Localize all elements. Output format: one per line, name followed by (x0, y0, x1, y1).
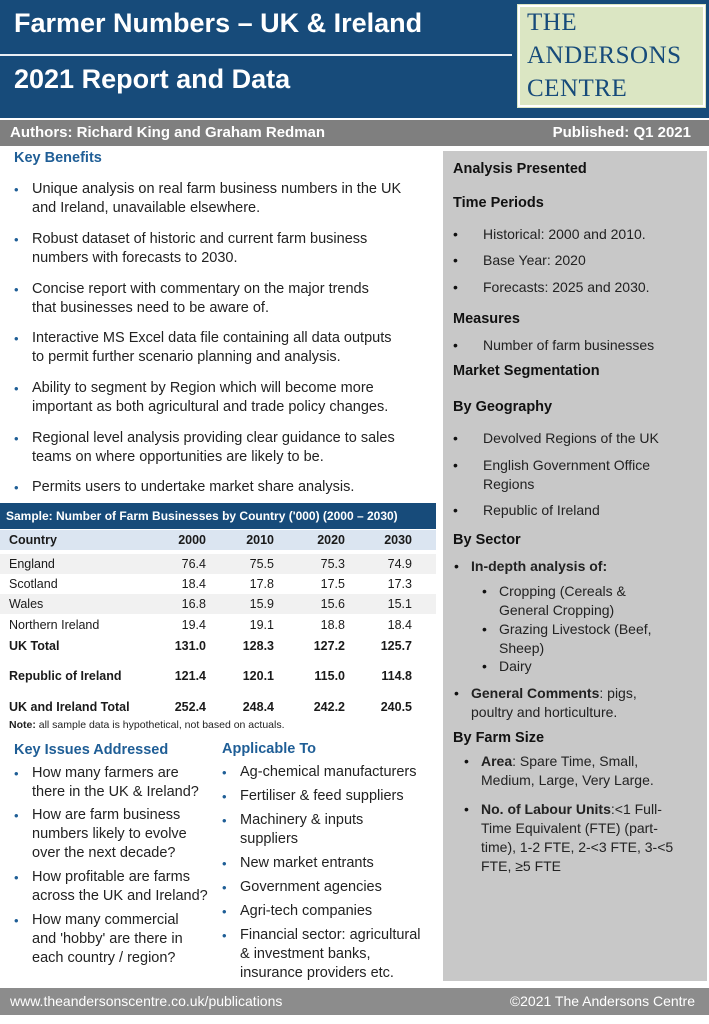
labour-units-item-label: No. of Labour Units (481, 801, 611, 817)
applicable-to-item (240, 878, 382, 897)
table-cell: Northern Ireland (9, 618, 100, 632)
copyright: ©2021 The Andersons Centre (509, 993, 695, 1009)
farm-size-area-item-line (481, 752, 654, 771)
table-cell: 19.1 (249, 618, 274, 632)
benefit-item (32, 379, 388, 417)
benefit-item-line: important as both agricultural and trade policy changes. (32, 399, 389, 415)
table-cell: 18.8 (320, 618, 345, 632)
table-cell: 114.8 (381, 669, 412, 683)
benefit-item-line: teams on where opportunities are likely to be. (32, 449, 324, 465)
analysis-heading: Analysis Presented (453, 161, 587, 177)
key-issue-item-line: and 'hobby' are there in (32, 931, 183, 947)
sector-sub-item-line: General Cropping) (499, 602, 615, 618)
market-segmentation-heading: Market Segmentation (453, 363, 600, 379)
authors-bar (0, 120, 709, 146)
time-period-item (483, 251, 586, 270)
table-cell: 252.4 (174, 700, 206, 714)
footer-bar (0, 988, 709, 1015)
table-header-cell: Country (9, 533, 57, 547)
general-comments-item-line: poultry and horticulture. (471, 704, 618, 720)
table-cell: 17.3 (387, 577, 412, 591)
labour-units-item-text: :<1 Full- (610, 801, 662, 817)
table-caption: Sample: Number of Farm Businesses by Country ('000) (2000 – 2030) (0, 503, 436, 529)
general-comments-item-line (471, 684, 637, 703)
benefit-item-line: numbers with forecasts to 2030. (32, 250, 238, 266)
benefit-item-line: • Interactive MS Excel data file containing all data outputs (32, 330, 392, 346)
table-cell: 125.7 (380, 639, 412, 653)
table-cell: UK Total (9, 639, 60, 653)
logo-word-centre: CENTRE (527, 75, 628, 102)
title-line-1: Farmer Numbers – UK & Ireland (14, 8, 423, 38)
table-cell: 75.3 (320, 557, 345, 571)
table-note: Note: all sample data is hypothetical, not based on actuals. (9, 719, 285, 731)
time-period-item (483, 278, 650, 297)
sector-lead-item (471, 557, 607, 576)
applicable-to-item-line: • Machinery & inputs (240, 812, 364, 828)
benefit-item (32, 180, 401, 218)
labour-units-item-line (481, 800, 673, 819)
applicable-to-item (240, 854, 374, 873)
publications-link[interactable]: www.theandersonscentre.co.uk/publications (10, 993, 283, 1009)
benefit-item-line: • Ability to segment by Region which will become more (32, 380, 374, 396)
geography-item-line: • Devolved Regions of the UK (483, 430, 659, 446)
applicable-to-heading: Applicable To (222, 741, 316, 757)
geography-item-line: Regions (483, 476, 535, 492)
general-comments-item (471, 684, 637, 722)
applicable-to-item-line: • Ag-chemical manufacturers (240, 764, 417, 780)
key-issue-item-line: over the next decade? (32, 845, 176, 861)
table-cell: 17.5 (320, 577, 345, 591)
benefit-item-line: and Ireland, unavailable elsewhere. (32, 200, 261, 216)
table-cell: 17.8 (249, 577, 274, 591)
key-issue-item-line: • How many commercial (32, 912, 179, 928)
applicable-to-item (240, 787, 404, 806)
sector-lead-text: In-depth analysis of: (471, 558, 608, 574)
table-cell: Wales (9, 597, 44, 611)
key-issue-item (32, 911, 183, 968)
sector-sub-item-line: Sheep) (499, 640, 545, 656)
benefit-item-line: • Unique analysis on real farm business numbers in the UK (32, 181, 402, 197)
labour-units-item-line: FTE, ≥5 FTE (481, 858, 562, 874)
applicable-to-item (240, 926, 421, 983)
general-comments-item-label: General Comments (471, 685, 600, 701)
table-cell: 131.0 (174, 639, 206, 653)
applicable-to-item-line: • New market entrants (240, 855, 374, 871)
table-header-cell: 2030 (384, 533, 412, 547)
table-header-row (0, 530, 436, 550)
title-line-2: 2021 Report and Data (14, 64, 291, 94)
benefit-item (32, 478, 354, 497)
applicable-to-item-line: suppliers (240, 831, 299, 847)
table-cell: 248.4 (242, 700, 274, 714)
table-cell: 18.4 (387, 618, 412, 632)
applicable-to-item-line: • Fertiliser & feed suppliers (240, 788, 404, 804)
table-cell: England (9, 557, 55, 571)
labour-units-item (481, 800, 673, 876)
logo-word-andersons: ANDERSONS (527, 42, 682, 69)
table-row (0, 615, 436, 635)
sector-sub-item-line: • Dairy (499, 658, 532, 674)
table-row (0, 666, 436, 686)
authors: Authors: Richard King and Graham Redman (10, 124, 326, 141)
table-cell: 19.4 (181, 618, 206, 632)
measure-item (483, 336, 654, 355)
table-cell: 76.4 (181, 557, 206, 571)
benefit-item-line: • Robust dataset of historic and current farm business (32, 231, 368, 247)
labour-units-item-line: Time Equivalent (FTE) (part- (481, 820, 658, 836)
table-cell: 242.2 (313, 700, 345, 714)
benefit-item-line: that businesses need to be aware of. (32, 300, 269, 316)
table-cell: 240.5 (380, 700, 412, 714)
table-row (0, 636, 436, 656)
table-cell: Scotland (9, 577, 58, 591)
key-issue-item-line: • How many farmers are (32, 765, 179, 781)
table-cell: 15.9 (249, 597, 274, 611)
table-row (0, 574, 436, 594)
farm-size-area-item-text: : Spare Time, Small, (512, 753, 639, 769)
key-issue-item-line: there in the UK & Ireland? (32, 784, 199, 800)
table-cell: 128.3 (242, 639, 274, 653)
benefit-item (32, 280, 369, 318)
by-farm-size-heading: By Farm Size (453, 730, 545, 746)
sector-sub-item (499, 620, 652, 658)
applicable-to-item-line: • Government agencies (240, 879, 382, 895)
applicable-to-item-line: insurance providers etc. (240, 965, 394, 981)
key-issue-item-line: across the UK and Ireland? (32, 888, 208, 904)
labour-units-item-line: time), 1-2 FTE, 2-<3 FTE, 3-<5 (481, 839, 674, 855)
key-issue-item-line: each country / region? (32, 950, 176, 966)
table-row (0, 697, 436, 717)
benefit-item (32, 429, 395, 467)
general-comments-item-text: : pigs, (599, 685, 637, 701)
geography-item-line: • English Government Office (483, 457, 651, 473)
table-header-cell: 2010 (246, 533, 274, 547)
key-issues-heading: Key Issues Addressed (14, 742, 169, 758)
benefit-item-line: to permit further scenario planning and analysis. (32, 349, 341, 365)
table-cell: 15.1 (387, 597, 412, 611)
time-period-item-line: • Historical: 2000 and 2010. (483, 226, 646, 242)
table-cell: 74.9 (387, 557, 412, 571)
table-row (0, 554, 436, 574)
table-cell: Republic of Ireland (9, 669, 122, 683)
geography-item (483, 501, 600, 520)
table-cell: 18.4 (181, 577, 206, 591)
key-issue-item-line: numbers likely to evolve (32, 826, 187, 842)
sector-sub-item-line: • Cropping (Cereals & (499, 583, 626, 599)
time-periods-heading: Time Periods (453, 195, 544, 211)
key-issue-item (32, 764, 199, 802)
benefit-item (32, 329, 391, 367)
by-sector-heading: By Sector (453, 532, 521, 548)
applicable-to-item-line: • Financial sector: agricultural (240, 927, 421, 943)
key-issue-item (32, 868, 208, 906)
benefit-item-line: • Regional level analysis providing clear guidance to sales (32, 430, 395, 446)
analysis-panel (443, 151, 707, 981)
applicable-to-item-line: & investment banks, (240, 946, 371, 962)
sector-sub-item (499, 657, 532, 676)
sector-sub-item (499, 582, 626, 620)
geography-item (483, 429, 659, 448)
applicable-to-item-line: • Agri-tech companies (240, 903, 373, 919)
by-geography-heading: By Geography (453, 399, 553, 415)
benefit-item-line: • Concise report with commentary on the major trends (32, 281, 369, 297)
table-cell: 127.2 (313, 639, 345, 653)
table-cell: 115.0 (314, 669, 345, 683)
table-header-cell: 2000 (178, 533, 206, 547)
table-cell: 121.4 (174, 669, 206, 683)
time-period-item-line: • Forecasts: 2025 and 2030. (483, 279, 650, 295)
header-banner (0, 0, 709, 118)
applicable-to-item (240, 763, 417, 782)
applicable-to-item (240, 811, 363, 849)
table-header-cell: 2020 (317, 533, 345, 547)
measures-heading: Measures (453, 311, 520, 327)
key-benefits-heading: Key Benefits (14, 150, 102, 166)
table-cell: UK and Ireland Total (9, 700, 130, 714)
farm-size-area-item-label: Area (481, 753, 513, 769)
benefit-item-line: • Permits users to undertake market share analysis. (32, 479, 355, 495)
geography-item (483, 456, 650, 494)
benefit-item (32, 230, 367, 268)
table-cell: 15.6 (320, 597, 345, 611)
published-date: Published: Q1 2021 (552, 124, 691, 141)
logo-word-the: THE (527, 9, 578, 36)
time-period-item-line: • Base Year: 2020 (483, 252, 586, 268)
farm-size-area-item (481, 752, 654, 790)
table-row (0, 594, 436, 614)
table-cell: 120.1 (242, 669, 274, 683)
table-cell: 75.5 (249, 557, 274, 571)
table-cell: 16.8 (181, 597, 206, 611)
key-issue-item-line: • How are farm business (32, 807, 181, 823)
sector-sub-item-line: • Grazing Livestock (Beef, (499, 621, 652, 637)
applicable-to-item (240, 902, 372, 921)
key-issue-item-line: • How profitable are farms (32, 869, 190, 885)
measure-item-line: • Number of farm businesses (483, 337, 655, 353)
farm-size-area-item-line: Medium, Large, Very Large. (481, 772, 654, 788)
title-divider (0, 54, 512, 56)
key-issue-item (32, 806, 187, 863)
geography-item-line: • Republic of Ireland (483, 502, 600, 518)
time-period-item (483, 225, 646, 244)
andersons-logo (514, 1, 709, 111)
